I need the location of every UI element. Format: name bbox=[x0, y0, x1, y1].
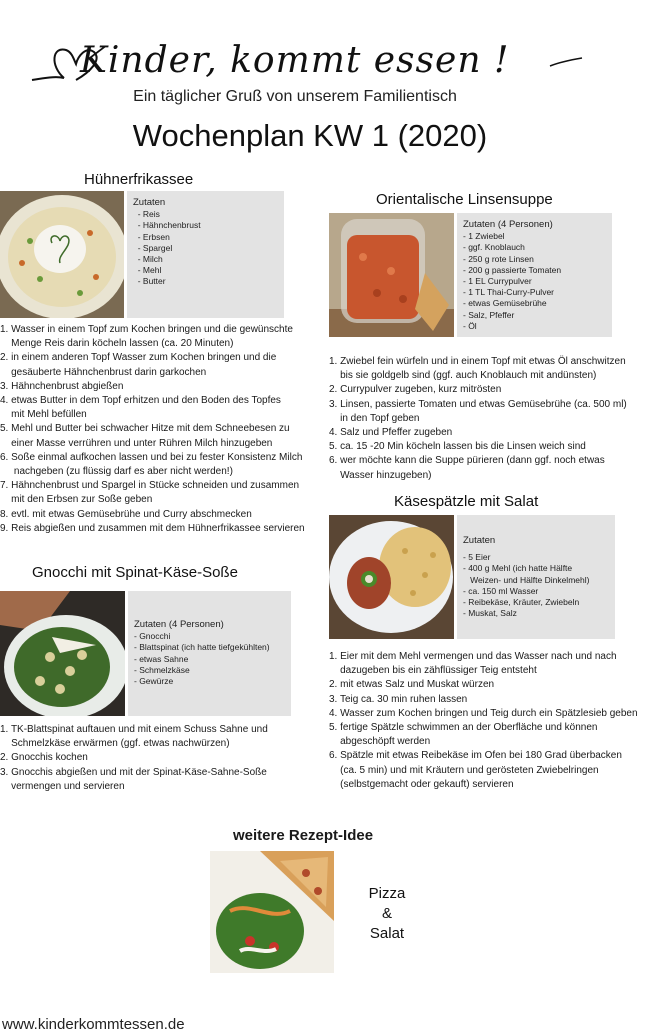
step-line: 4. Wasser zum Kochen bringen und Teig durch ein Spätzlesieb geben bbox=[329, 707, 638, 719]
extra-label-line: & bbox=[381, 905, 392, 922]
step-line: dazugeben bis ein zähflüssiger Teig entsteht bbox=[329, 665, 537, 677]
ingredients-heading: Zutaten bbox=[463, 535, 496, 546]
step-line: 1. Eier mit dem Mehl vermengen und das Wasser nach und nach bbox=[329, 651, 617, 662]
step-line: 5. ca. 15 -20 Min köcheln lassen bis die Linsen weich sind bbox=[329, 441, 586, 453]
step-line: 3. Teig ca. 30 min ruhen lassen bbox=[329, 693, 468, 705]
step-line: 4. Salz und Pfeffer zugeben bbox=[329, 427, 453, 439]
step-line: 2. Currypulver zugeben, kurz mitrösten bbox=[329, 384, 502, 396]
recipe-title-huehnerfrikassee: Hühnerfrikassee bbox=[84, 171, 194, 188]
steps-linsensuppe bbox=[329, 355, 650, 483]
step-line: 6. Soße einmal aufkochen lassen und bei zu fester Konsistenz Milch bbox=[0, 451, 303, 463]
step-line: abgeschöpft werden bbox=[329, 736, 431, 748]
step-line: mit den Erbsen zur Soße geben bbox=[0, 494, 153, 506]
ingredient-item: - Muskat, Salz bbox=[463, 608, 517, 619]
extra-recipe-title: weitere Rezept-Idee bbox=[233, 827, 374, 844]
linsensuppe-photo bbox=[329, 213, 454, 337]
steps-gnocchi bbox=[0, 723, 322, 794]
recipe-title-kaesespaetzle: Käsespätzle mit Salat bbox=[394, 493, 539, 510]
step-line: nachgeben (zu flüssig darf es aber nicht werden!) bbox=[0, 466, 233, 478]
ingredients-huehnerfrikassee bbox=[127, 191, 284, 318]
ingredient-item: Weizen- und Hälfte Dinkelmehl) bbox=[463, 574, 590, 585]
ingredients-heading: Zutaten (4 Personen) bbox=[463, 219, 553, 230]
step-line: 6. Spätzle mit etwas Reibekäse im Ofen bei 180 Grad überbacken bbox=[329, 750, 622, 762]
ingredient-item: - Blattspinat (ich hatte tiefgekühlten) bbox=[134, 642, 270, 653]
step-line: gesäuberte Hähnchenbrust darin garkochen bbox=[0, 366, 207, 378]
ingredient-item: - Öl bbox=[463, 320, 477, 331]
step-line: Wasser hinzugeben) bbox=[329, 469, 432, 481]
pizza-salat-photo bbox=[210, 851, 334, 973]
ingredient-item: - Gewürze bbox=[134, 676, 174, 687]
step-line: 7. Hähnchenbrust und Spargel in Stücke schneiden und zusammen bbox=[0, 480, 300, 492]
step-line: 2. mit etwas Salz und Muskat würzen bbox=[329, 679, 495, 691]
step-line: in den Topf geben bbox=[329, 412, 420, 424]
gnocchi-photo bbox=[0, 591, 125, 716]
ingredients-gnocchi bbox=[128, 591, 291, 716]
footer-url[interactable]: www.kinderkommtessen.de bbox=[2, 1016, 185, 1033]
ingredient-item: - 250 g rote Linsen bbox=[463, 253, 534, 264]
ingredient-item: - 200 g passierte Tomaten bbox=[463, 264, 562, 275]
step-line: 1. TK-Blattspinat auftauen und mit einem Schuss Sahne und bbox=[0, 724, 268, 735]
ingredient-item: - Butter bbox=[133, 276, 166, 287]
tagline: Ein täglicher Gruß von unserem Familientisch bbox=[133, 88, 457, 105]
recipe-title-linsensuppe: Orientalische Linsensuppe bbox=[376, 191, 553, 208]
step-line: einer Masse verrühren und unter Rühren Milch hinzugeben bbox=[0, 437, 273, 449]
step-line: 2. Gnocchis kochen bbox=[0, 752, 88, 764]
ingredient-item: - Milch bbox=[133, 254, 163, 265]
site-logo bbox=[30, 38, 590, 88]
ingredient-item: - Reibekäse, Kräuter, Zwiebeln bbox=[463, 597, 580, 608]
extra-recipe-label bbox=[362, 884, 412, 944]
huehnerfrikassee-photo bbox=[0, 191, 124, 318]
ingredient-item: - Mehl bbox=[133, 265, 162, 276]
step-line: mit Mehl befüllen bbox=[0, 409, 87, 421]
recipe-title-gnocchi: Gnocchi mit Spinat-Käse-Soße bbox=[32, 564, 238, 581]
extra-label-line: Pizza bbox=[368, 885, 406, 902]
step-line: 5. Mehl und Butter bei schwacher Hitze mit dem Schneebesen zu bbox=[0, 423, 290, 435]
step-line: bis sie goldgelb sind (ggf. auch Knoblauch mit andünsten) bbox=[329, 370, 597, 382]
ingredient-item: - ca. 150 ml Wasser bbox=[463, 585, 539, 596]
step-line: 1. Wasser in einem Topf zum Kochen bringen und die gewünschte bbox=[0, 324, 293, 335]
kaesespaetzle-photo bbox=[329, 515, 454, 639]
ingredient-item: - Erbsen bbox=[133, 231, 170, 242]
steps-kaesespaetzle bbox=[329, 650, 650, 792]
step-line: 8. evtl. mit etwas Gemüsebrühe und Curry abschmecken bbox=[0, 508, 252, 520]
step-line: (ca. 5 min) und mit Kräutern und gerösteten Zwiebelringen bbox=[329, 764, 599, 776]
logo-text: Kinder, kommt essen ! bbox=[80, 40, 510, 81]
ingredient-item: - Reis bbox=[133, 209, 160, 220]
step-line: 3. Hähnchenbrust abgießen bbox=[0, 380, 124, 392]
step-line: 5. fertige Spätzle schwimmen an der Oberfläche und können bbox=[329, 722, 598, 734]
ingredient-item: - 1 TL Thai-Curry-Pulver bbox=[463, 287, 555, 298]
ingredients-heading: Zutaten (4 Personen) bbox=[134, 619, 224, 630]
step-line: 3. Gnocchis abgießen und mit der Spinat-Käse-Sahne-Soße bbox=[0, 766, 267, 778]
extra-label-line: Salat bbox=[369, 925, 405, 942]
steps-huehnerfrikassee bbox=[0, 323, 322, 536]
step-line: 1. Zwiebel fein würfeln und in einem Topf mit etwas Öl anschwitzen bbox=[329, 356, 626, 367]
ingredient-item: - 5 Eier bbox=[463, 552, 491, 563]
ingredient-item: - 1 EL Currypulver bbox=[463, 276, 532, 287]
step-line: 6. wer möchte kann die Suppe pürieren (dann ggf. noch etwas bbox=[329, 455, 605, 467]
ingredients-heading: Zutaten bbox=[133, 197, 166, 208]
ingredient-item: - 1 Zwiebel bbox=[463, 231, 505, 242]
ingredient-item: - etwas Sahne bbox=[134, 653, 189, 664]
page-title: Wochenplan KW 1 (2020) bbox=[132, 118, 488, 153]
ingredients-kaesespaetzle bbox=[457, 515, 615, 639]
ingredient-item: - Spargel bbox=[133, 242, 173, 253]
step-line: 4. etwas Butter in dem Topf erhitzen und den Boden des Topfes bbox=[0, 395, 281, 407]
ingredient-item: - ggf. Knoblauch bbox=[463, 242, 525, 253]
step-line: Menge Reis darin köcheln lassen (ca. 20 Minuten) bbox=[0, 338, 234, 350]
step-line: Schmelzkäse erwärmen (ggf. etwas nachwürzen) bbox=[0, 738, 230, 750]
step-line: (selbstgemacht oder gekauft) servieren bbox=[329, 778, 514, 790]
ingredient-item: - 400 g Mehl (ich hatte Hälfte bbox=[463, 563, 573, 574]
ingredients-linsensuppe bbox=[457, 213, 612, 337]
step-line: 9. Reis abgießen und zusammen mit dem Hühnerfrikassee servieren bbox=[0, 522, 305, 534]
step-line: 3. Linsen, passierte Tomaten und etwas Gemüsebrühe (ca. 500 ml) bbox=[329, 398, 627, 410]
ingredient-item: - Salz, Pfeffer bbox=[463, 309, 515, 320]
ingredient-item: - etwas Gemüsebrühe bbox=[463, 298, 547, 309]
ingredient-item: - Schmelzkäse bbox=[134, 664, 190, 675]
ingredient-item: - Gnocchi bbox=[134, 631, 171, 642]
ingredient-item: - Hähnchenbrust bbox=[133, 220, 201, 231]
step-line: 2. in einem anderen Topf Wasser zum Kochen bringen und die bbox=[0, 352, 277, 364]
step-line: vermengen und servieren bbox=[0, 780, 125, 792]
